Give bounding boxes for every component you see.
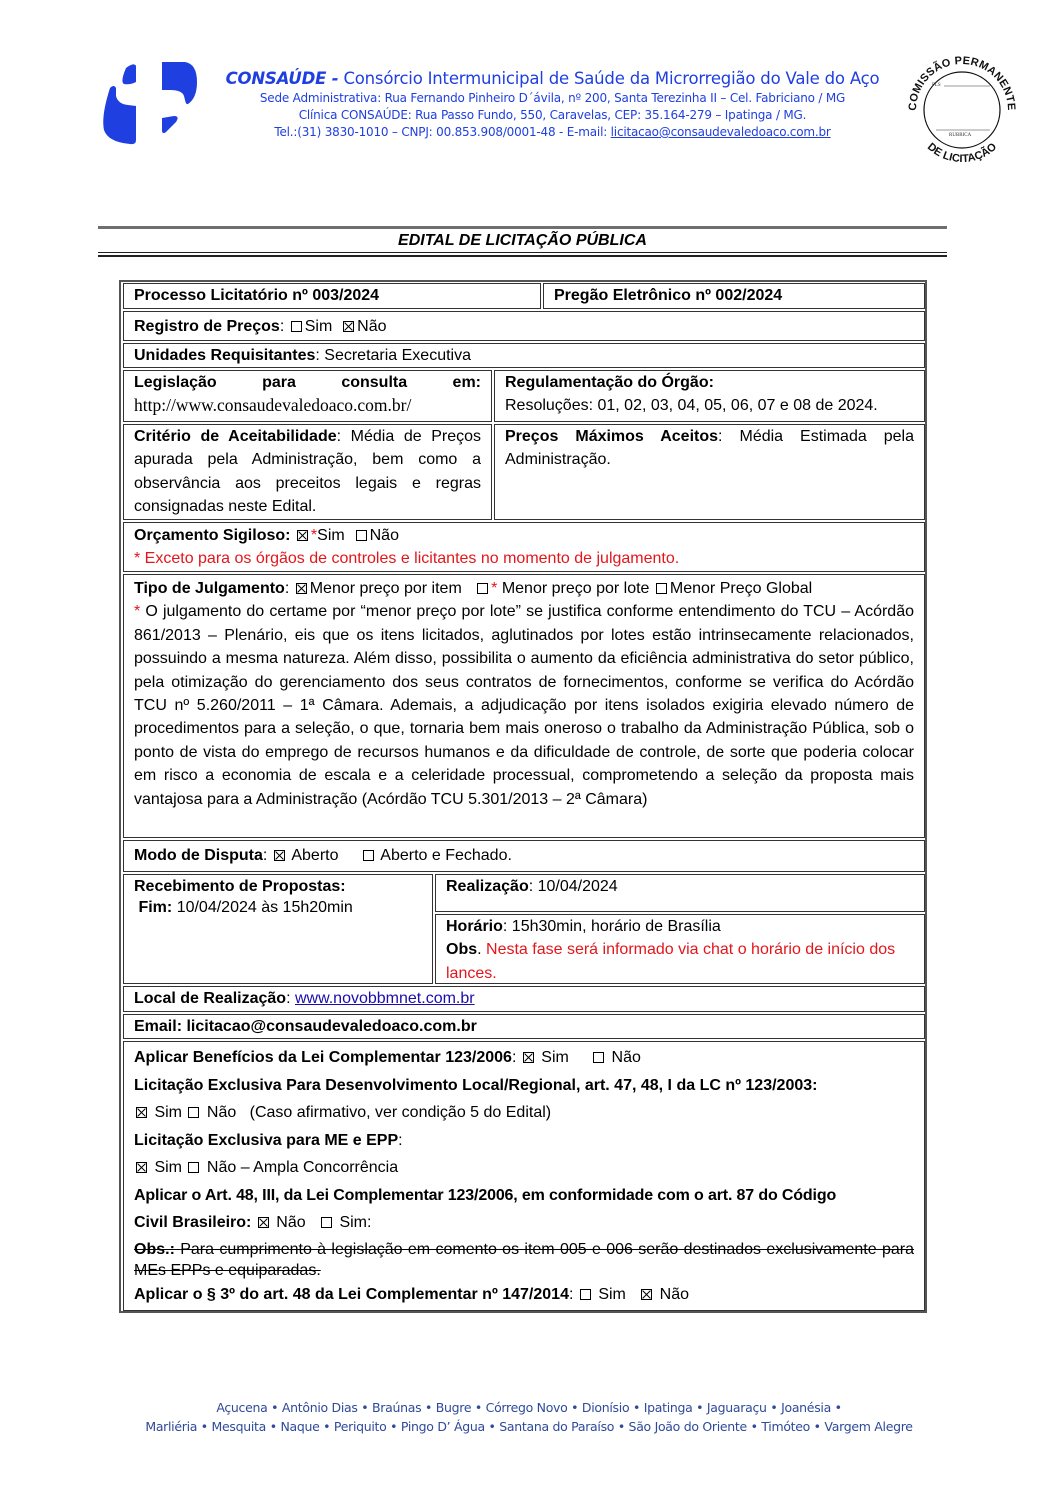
orcamento-nao-checkbox[interactable] bbox=[356, 530, 367, 541]
local-url-link[interactable]: www.novobbmnet.com.br bbox=[294, 990, 475, 1007]
orcamento-label: Orçamento Sigiloso: bbox=[134, 527, 291, 544]
footer-line-2: Marliéria • Mesquita • Naque • Periquito • Pingo D’ Água • Santana do Paraíso • São João do Oriente • Timóteo • Vargem Alegre bbox=[145, 1419, 913, 1434]
horario-label: Horário bbox=[446, 918, 503, 935]
julgamento-item-checkbox[interactable] bbox=[296, 583, 307, 594]
julgamento-lote-label: Menor preço por lote bbox=[501, 580, 650, 597]
beneficios-section: Aplicar Benefícios da Lei Complementar 123/2006: Sim Não Licitação Exclusiva Para Desenvolvimento Local/Regional, art. 47, 48, I da LC nº 123/2003: Sim Não (Caso afirmativo, ver condição 5 do Edital) Licitação Exclusiva para ME e EPP: Sim Não – Ampla Concorrência Aplicar o Art. 48, III, da Lei Complementar 123/2006, em conformidade com o art. 87 do Código Civil Brasileiro: Não Sim: Obs.: Para cumprimento à legislação em comento os item 005 e 006 serão destinados exclusivamente para MEs EPPs e equiparadas. Aplicar o § 3º do art. 48 da Lei Complementar nº 147/2014: Sim Não bbox=[123, 1041, 925, 1311]
commission-stamp-icon bbox=[902, 48, 1022, 168]
email-row bbox=[123, 1014, 925, 1039]
registro-precos-row: Registro de Preços: Sim Não bbox=[123, 311, 925, 341]
julgamento-justification: O julgamento do certame por “menor preço por lote” se justifica conforme entendimento do TCU – Acórdão 861/2013 – Plenário, eis que os itens licitados, aglutinados por lotes estão intrinsecamente relacionados, possuindo a mesma natureza. Além disso, possibilita o aumento da eficiência administrativa do setor público, pela otimização do gerenciamento dos seus contratos de fornecimentos, conforme se verifica do Acórdão TCU nº 5.260/2011 – 1ª Câmara. Ademais, a adjudicação por itens isolados exigiria elevado número de procedimentos para a seleção, o que, tornaria bem mais oneroso o trabalho da Administração Pública, sob o ponto de vista do emprego de recursos humanos e da dificuldade de controle, de sorte que poderia colocar em risco a economia de escala e a celeridade processual, comprometendo a seleção da proposta mais vantajosa para a Administração (Acórdão TCU 5.301/2013 – 2ª Câmara) bbox=[134, 603, 915, 808]
paragrafo3-nao-checkbox[interactable] bbox=[641, 1289, 652, 1300]
criterio-cell: Critério de Aceitabilidade: Média de Preços apurada pela Administração, bem como a observância aos preceitos legais e regras consignadas neste Edital. bbox=[123, 424, 492, 520]
me-epp-sim-checkbox[interactable] bbox=[136, 1162, 147, 1173]
disputa-aberto-checkbox[interactable] bbox=[274, 850, 285, 861]
art48-label-line2: Civil Brasileiro: bbox=[134, 1214, 252, 1231]
modo-disputa-label: Modo de Disputa bbox=[134, 847, 263, 864]
tipo-julgamento-label: Tipo de Julgamento bbox=[134, 580, 285, 597]
registro-precos-label: Registro de Preços bbox=[134, 318, 280, 335]
exclusiva-me-epp-label: Licitação Exclusiva para ME e EPP bbox=[134, 1131, 399, 1149]
legislacao-cell bbox=[123, 370, 492, 422]
admin-address: Sede Administrativa: Rua Fernando Pinheiro D´ávila, nº 200, Santa Terezinha II – Cel. Fabriciano / MG bbox=[259, 91, 846, 105]
tipo-julgamento-row: Tipo de Julgamento: Menor preço por item * Menor preço por lote Menor Preço Global * O julgamento do certame por “menor preço por lote” se justifica conforme entendimento do TCU – Acórdão 861/2013 – Plenário, eis que os itens licitados, aglutinados por lotes estão intrinsecamente relacionados, possuindo a mesma natureza. Além disso, possibilita o aumento da eficiência administrativa do setor público, pela otimização do gerenciamento dos seus contratos de fornecimentos, conforme se verifica do Acórdão TCU nº 5.260/2011 – 1ª Câmara. Ademais, a adjudicação por itens isolados exigiria elevado número de procedimentos para a seleção, o que, tornaria bem mais oneroso o trabalho da Administração Pública, sob o ponto de vista do emprego de recursos humanos e da dificuldade de controle, de sorte que poderia colocar em risco a economia de escala e a celeridade processual, comprometendo a seleção da proposta mais vantajosa para a Administração (Acórdão TCU 5.301/2013 – 2ª Câmara) bbox=[123, 574, 925, 838]
obs-struck-label: Obs.: bbox=[134, 1240, 175, 1258]
julgamento-lote-checkbox[interactable] bbox=[477, 583, 488, 594]
orcamento-sim-label: Sim bbox=[317, 527, 345, 544]
contact-prefix: Tel.:(31) 3830-1010 – CNPJ: 00.853.908/0001-48 - E-mail: bbox=[274, 125, 611, 139]
paragrafo3-nao-label: Não bbox=[659, 1285, 690, 1303]
unidades-value: Secretaria Executiva bbox=[324, 347, 471, 364]
beneficios-label: Aplicar Benefícios da Lei Complementar 123/2006 bbox=[134, 1049, 512, 1066]
unidades-label: Unidades Requisitantes bbox=[134, 347, 316, 364]
registro-nao-checkbox[interactable] bbox=[343, 321, 354, 332]
document-title: EDITAL DE LICITAÇÃO PÚBLICA bbox=[398, 232, 647, 249]
fim-value: 10/04/2024 às 15h20min bbox=[176, 899, 353, 917]
art48-nao-checkbox[interactable] bbox=[258, 1217, 269, 1228]
regulamentacao-label: Regulamentação do Órgão: bbox=[505, 374, 714, 391]
svg-text:DE LICITAÇÃO: DE LICITAÇÃO bbox=[924, 140, 1000, 166]
criterio-label: Critério de Aceitabilidade bbox=[134, 428, 337, 445]
legislacao-url[interactable]: http://www.consaudevaledoaco.com.br/ bbox=[134, 395, 412, 416]
disputa-aberto-fechado-checkbox[interactable] bbox=[363, 850, 374, 861]
me-epp-sim-label: Sim bbox=[154, 1159, 183, 1176]
horario-cell: Horário: 15h30min, horário de Brasília Obs. Nesta fase será informado via chat o horário de início dos lances. bbox=[435, 914, 925, 984]
local-label: Local de Realização bbox=[134, 990, 287, 1007]
org-name: Consórcio Intermunicipal de Saúde da Microrregião do Vale do Aço bbox=[343, 69, 880, 88]
legislacao-label: Legislação para consulta em: bbox=[134, 374, 481, 391]
julgamento-item-label: Menor preço por item bbox=[309, 580, 462, 597]
paragrafo3-sim-checkbox[interactable] bbox=[580, 1289, 591, 1300]
exclusiva-local-nao-label: Não bbox=[206, 1104, 237, 1121]
registro-sim-checkbox[interactable] bbox=[291, 321, 302, 332]
regulamentacao-cell bbox=[494, 370, 925, 422]
precos-maximos-label: Preços Máximos Aceitos bbox=[505, 428, 719, 445]
precos-maximos-value: Média Estimada pela Administração. bbox=[505, 428, 914, 469]
beneficios-sim-label: Sim bbox=[541, 1049, 569, 1066]
brand-name: CONSAÚDE - bbox=[225, 69, 339, 88]
beneficios-nao-checkbox[interactable] bbox=[593, 1052, 604, 1063]
exclusiva-local-note: (Caso afirmativo, ver condição 5 do Edital) bbox=[249, 1104, 552, 1121]
org-title bbox=[200, 68, 905, 90]
art48-sim-checkbox[interactable] bbox=[321, 1217, 332, 1228]
footer-municipalities bbox=[98, 1398, 960, 1436]
beneficios-nao-label: Não bbox=[611, 1049, 641, 1066]
registro-nao-label: Não bbox=[357, 318, 387, 335]
clinic-address: Clínica CONSAÚDE: Rua Passo Fundo, 550, Caravelas, CEP: 35.164-279 – Ipatinga / MG. bbox=[298, 108, 807, 122]
fim-label: Fim: bbox=[138, 899, 173, 917]
modo-disputa-row: Modo de Disputa: Aberto Aberto e Fechado. bbox=[123, 840, 925, 872]
exclusiva-local-sim-label: Sim bbox=[154, 1104, 183, 1121]
title-rule-bottom-thick bbox=[98, 255, 947, 257]
orcamento-sigiloso-row: Orçamento Sigiloso: *Sim Não * Exceto para os órgãos de controles e licitantes no momento de julgamento. bbox=[123, 522, 925, 572]
unidades-row: Unidades Requisitantes: Secretaria Executiva bbox=[123, 343, 925, 368]
letterhead bbox=[200, 68, 905, 141]
horario-obs-value: Nesta fase será informado via chat o horário de início dos lances. bbox=[446, 941, 896, 982]
paragrafo3-label: Aplicar o § 3º do art. 48 da Lei Complementar nº 147/2014 bbox=[134, 1285, 569, 1303]
julgamento-global-label: Menor Preço Global bbox=[669, 580, 813, 597]
footer-line-1: Açucena • Antônio Dias • Braúnas • Bugre • Córrego Novo • Dionísio • Ipatinga • Jaguaraçu • Joanésia • bbox=[216, 1400, 842, 1415]
realizacao-value: 10/04/2024 bbox=[537, 878, 618, 895]
email-label: Email: bbox=[134, 1018, 183, 1035]
art48-sim-label: Sim: bbox=[339, 1214, 372, 1231]
art48-nao-label: Não bbox=[276, 1214, 306, 1231]
beneficios-sim-checkbox[interactable] bbox=[523, 1052, 534, 1063]
horario-obs-label: Obs bbox=[446, 941, 478, 959]
contact-line bbox=[200, 124, 905, 141]
orcamento-sim-checkbox[interactable] bbox=[297, 530, 308, 541]
orcamento-note: * Exceto para os órgãos de controles e licitantes no momento de julgamento. bbox=[134, 550, 680, 568]
exclusiva-local-nao-checkbox[interactable] bbox=[188, 1107, 199, 1118]
local-realizacao-row: Local de Realização: www.novobbmnet.com.br bbox=[123, 986, 925, 1012]
disputa-aberto-label: Aberto bbox=[291, 847, 339, 864]
email-value[interactable]: licitacao@consaudevaledoaco.com.br bbox=[186, 1018, 477, 1035]
precos-maximos-cell: Preços Máximos Aceitos: Média Estimada pela Administração. bbox=[494, 424, 925, 520]
regulamentacao-value: Resoluções: 01, 02, 03, 04, 05, 06, 07 e 08 de 2024. bbox=[505, 397, 878, 415]
consaude-logo-icon bbox=[100, 60, 200, 148]
processo-cell: Processo Licitatório nº 003/2024 bbox=[123, 283, 541, 309]
pregao-cell: Pregão Eletrônico nº 002/2024 bbox=[543, 283, 925, 309]
realizacao-label: Realização bbox=[446, 878, 529, 895]
paragrafo3-sim-label: Sim bbox=[598, 1285, 626, 1303]
svg-text:RUBRICA: RUBRICA bbox=[949, 133, 972, 138]
exclusiva-local-label: Licitação Exclusiva Para Desenvolvimento Local/Regional, art. 47, 48, I da LC nº 123/2003: bbox=[134, 1076, 818, 1094]
contact-email-link[interactable]: licitacao@consaudevaledoaco.com.br bbox=[610, 125, 831, 139]
orcamento-nao-label: Não bbox=[369, 527, 399, 544]
obs-struck-value: Para cumprimento à legislação em comento os item 005 e 006 serão destinados exclusivamente para MEs EPPs e equiparadas. bbox=[134, 1240, 914, 1279]
criterio-value: Média de Preços apurada pela Administração, bem como a observância aos preceitos legais e regras consignadas neste Edital. bbox=[134, 428, 481, 516]
recebimento-cell bbox=[123, 874, 433, 984]
art48-label-line1: Aplicar o Art. 48, III, da Lei Complementar 123/2006, em conformidade com o art. 87 do Código bbox=[134, 1186, 837, 1204]
svg-text:COMISSÃO PERMANENTE: COMISSÃO PERMANENTE bbox=[906, 54, 1018, 112]
title-rule-bottom bbox=[98, 252, 947, 253]
recebimento-label: Recebimento de Propostas: bbox=[134, 878, 346, 895]
disputa-aberto-fechado-label: Aberto e Fechado. bbox=[380, 847, 512, 864]
title-rule-top bbox=[98, 226, 947, 229]
svg-text:FLS: FLS bbox=[932, 83, 941, 88]
exclusiva-local-sim-checkbox[interactable] bbox=[136, 1107, 147, 1118]
me-epp-nao-label: Não – Ampla Concorrência bbox=[206, 1159, 399, 1176]
realizacao-cell: Realização: 10/04/2024 bbox=[435, 874, 925, 912]
julgamento-global-checkbox[interactable] bbox=[656, 583, 667, 594]
me-epp-nao-checkbox[interactable] bbox=[188, 1162, 199, 1173]
horario-value: 15h30min, horário de Brasília bbox=[511, 918, 721, 935]
registro-sim-label: Sim bbox=[304, 318, 333, 335]
